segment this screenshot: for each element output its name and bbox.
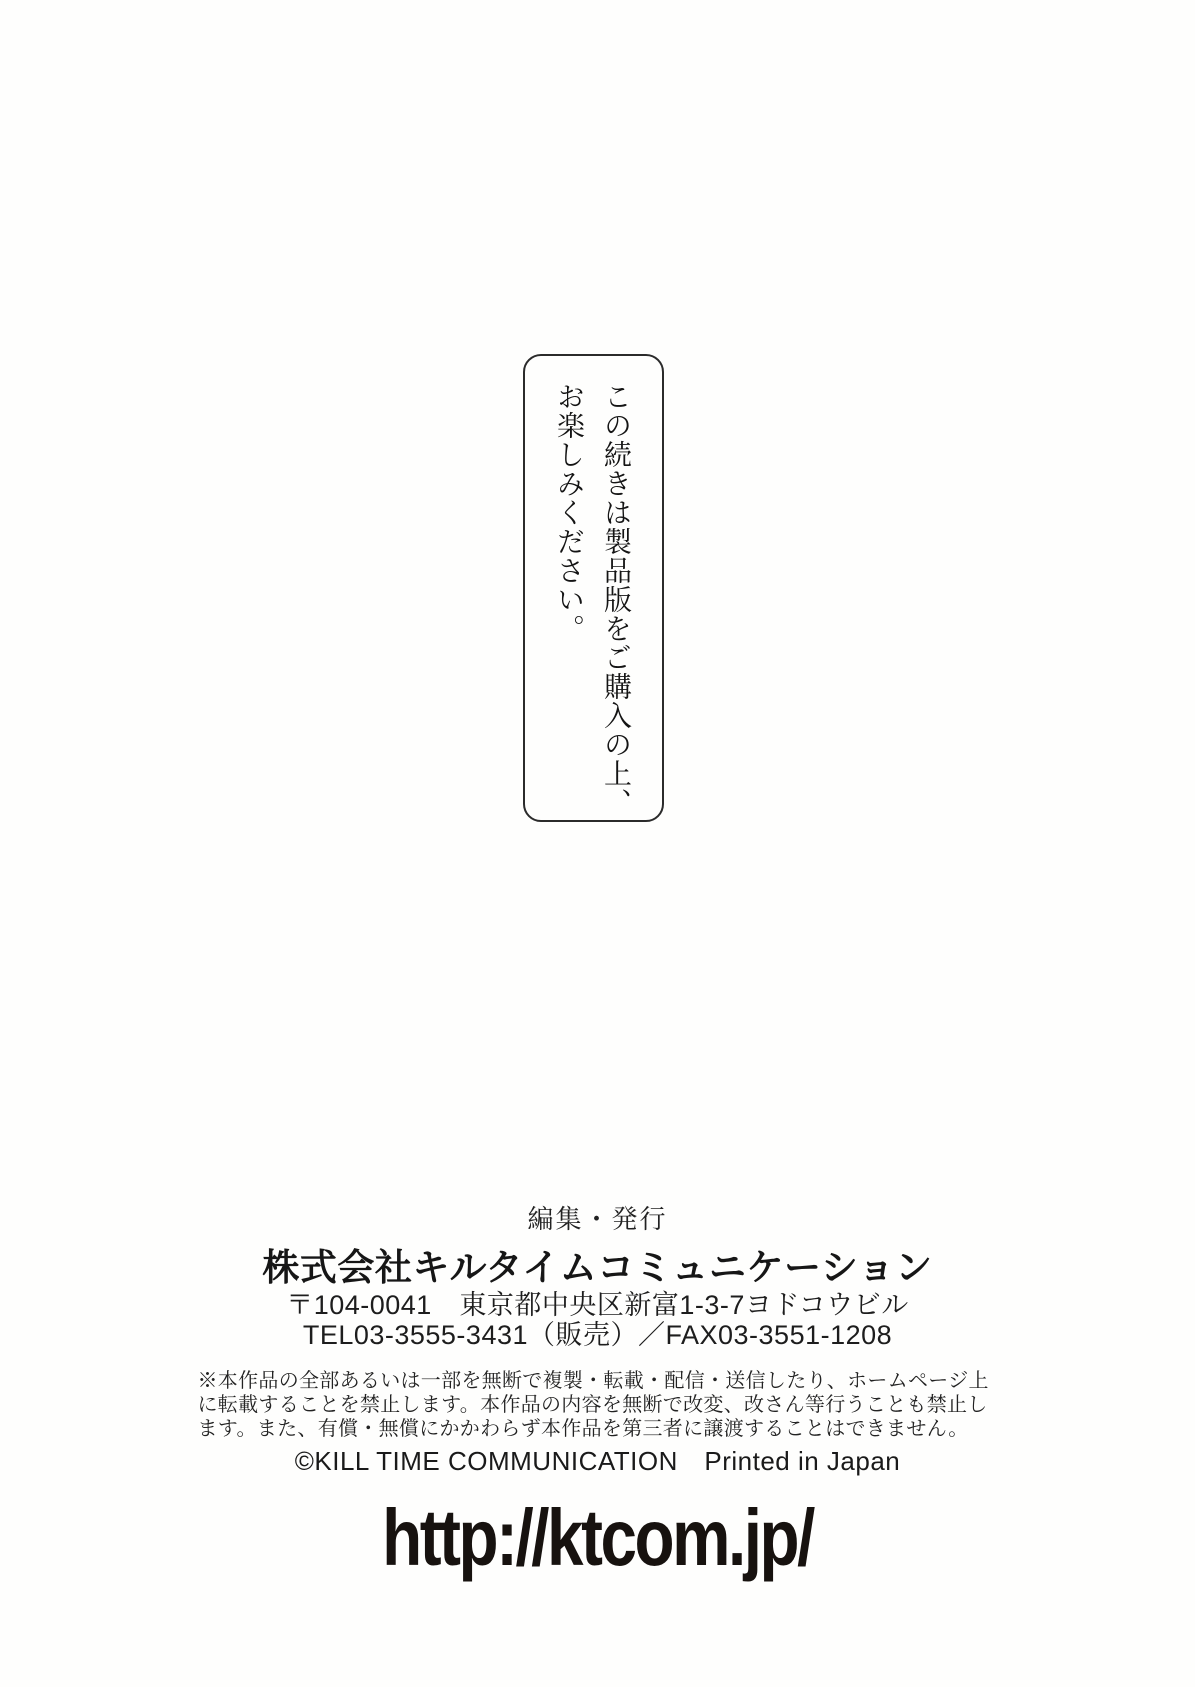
legal-disclaimer-line-2: に転載することを禁止します。本作品の内容を無断で改変、改さん等行うことも禁止し <box>197 1394 988 1416</box>
publisher-role-label: 編集・発行 <box>527 1204 668 1234</box>
legal-disclaimer-line-3: ます。また、有償・無償にかかわらず本作品を第三者に譲渡することはできません。 <box>197 1418 969 1440</box>
publisher-website-url: http://ktcom.jp/ <box>382 1493 813 1582</box>
publisher-postal-address: 〒104-0041 東京都中央区新富1-3-7ヨドコウビル <box>286 1290 909 1320</box>
legal-disclaimer <box>198 1369 998 1441</box>
notice-line-1: この続きは製品版をご購入の上、 <box>600 382 633 817</box>
copyright-notice: ©KILL TIME COMMUNICATION Printed in Japan <box>294 1446 901 1476</box>
product-version-notice-box <box>523 354 664 822</box>
notice-line-2: お楽しみください。 <box>553 382 586 643</box>
publisher-phone-fax: TEL03-3555-3431（販売）／FAX03-3551-1208 <box>302 1320 893 1350</box>
legal-disclaimer-line-1: ※本作品の全部あるいは一部を無断で複製・転載・配信・送信したり、ホームページ上 <box>197 1370 989 1392</box>
publisher-name: 株式会社キルタイムコミュニケーション <box>262 1247 933 1288</box>
